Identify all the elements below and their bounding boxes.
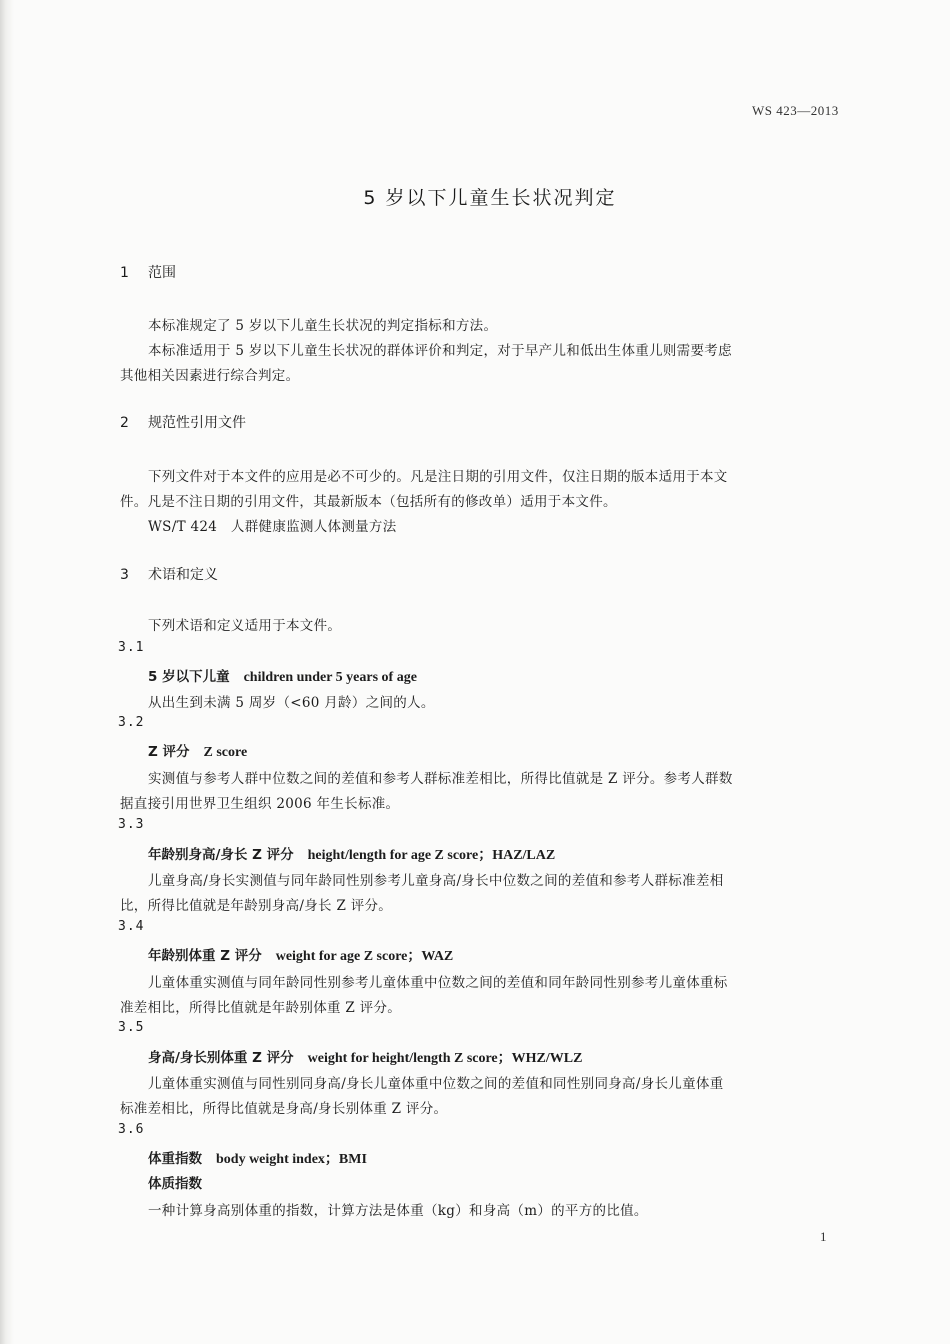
term-definition: 儿童体重实测值与同性别同身高/身长儿童体重中位数之间的差值和同性别同身高/身长儿童体重 — [148, 1076, 724, 1092]
section-title: 术语和定义 — [148, 567, 218, 583]
term-en: children under 5 years of age — [243, 670, 417, 685]
term-en: weight for height/length Z score；WHZ/WLZ — [307, 1051, 583, 1066]
term-zh: 5 岁以下儿童 — [148, 669, 230, 685]
term-definition: 标准差相比，所得比值就是身高/身长别体重 Z 评分。 — [120, 1101, 448, 1117]
term-zh: 体重指数 — [148, 1151, 202, 1167]
paragraph: 下列文件对于本文件的应用是必不可少的。凡是注日期的引用文件，仅注日期的版本适用于本文 — [148, 469, 728, 485]
section-2-heading — [120, 412, 246, 432]
term-heading — [148, 665, 417, 686]
term-en: Z score — [203, 745, 248, 760]
term-en: weight for age Z score；WAZ — [275, 949, 454, 964]
term-definition: 儿童体重实测值与同年龄同性别参考儿童体重中位数之间的差值和同年龄同性别参考儿童体重标 — [148, 975, 728, 991]
term-zh: 身高/身长别体重 Z 评分 — [148, 1050, 294, 1066]
clause-number: 3.2 — [118, 715, 145, 730]
term-heading — [148, 843, 555, 864]
paragraph: 其他相关因素进行综合判定。 — [120, 368, 300, 384]
paragraph: 本标准适用于 5 岁以下儿童生长状况的群体评价和判定，对于早产儿和低出生体重儿则需要考虑 — [148, 343, 732, 359]
section-3-heading — [120, 564, 218, 584]
paragraph: 本标准规定了 5 岁以下儿童生长状况的判定指标和方法。 — [148, 318, 498, 334]
section-title: 范围 — [148, 265, 176, 281]
term-definition: 据直接引用世界卫生组织 2006 年生长标准。 — [120, 796, 400, 812]
term-heading — [148, 1147, 367, 1168]
term-definition: 一种计算身高别体重的指数，计算方法是体重（kg）和身高（m）的平方的比值。 — [148, 1203, 648, 1219]
standard-number: WS 423—2013 — [752, 103, 839, 118]
term-zh: Z 评分 — [148, 744, 190, 760]
section-number: 1 — [120, 265, 129, 281]
term-alt-zh: 体质指数 — [148, 1176, 202, 1192]
clause-number: 3.3 — [118, 817, 145, 832]
term-definition: 比，所得比值就是年龄别身高/身长 Z 评分。 — [120, 898, 393, 914]
term-definition: 从出生到未满 5 周岁（<60 月龄）之间的人。 — [148, 695, 435, 711]
section-number: 3 — [120, 567, 129, 583]
clause-number: 3.1 — [118, 640, 145, 655]
term-definition: 准差相比，所得比值就是年龄别体重 Z 评分。 — [120, 1000, 402, 1016]
section-1-heading — [120, 262, 176, 282]
term-zh: 年龄别身高/身长 Z 评分 — [148, 847, 294, 863]
clause-number: 3.5 — [118, 1020, 145, 1035]
clause-number: 3.4 — [118, 919, 145, 934]
clause-number: 3.6 — [118, 1122, 145, 1137]
page-number: 1 — [820, 1229, 827, 1244]
term-definition: 实测值与参考人群中位数之间的差值和参考人群标准差相比，所得比值就是 Z 评分。参考人群数 — [148, 771, 733, 787]
section-title: 规范性引用文件 — [148, 415, 246, 431]
term-definition: 儿童身高/身长实测值与同年龄同性别参考儿童身高/身长中位数之间的差值和参考人群标准差相 — [148, 873, 724, 889]
normative-reference: WS/T 424 人群健康监测人体测量方法 — [148, 519, 397, 535]
term-zh: 年龄别体重 Z 评分 — [148, 948, 262, 964]
term-heading — [148, 1046, 582, 1067]
paragraph: 下列术语和定义适用于本文件。 — [148, 618, 342, 634]
paragraph: 件。凡是不注日期的引用文件，其最新版本（包括所有的修改单）适用于本文件。 — [120, 494, 617, 510]
term-en: height/length for age Z score；HAZ/LAZ — [307, 848, 556, 863]
section-number: 2 — [120, 415, 129, 431]
term-heading — [148, 944, 453, 965]
term-heading — [148, 740, 247, 761]
term-en: body weight index；BMI — [216, 1152, 367, 1167]
document-title: 5 岁以下儿童生长状况判定 — [363, 187, 617, 209]
